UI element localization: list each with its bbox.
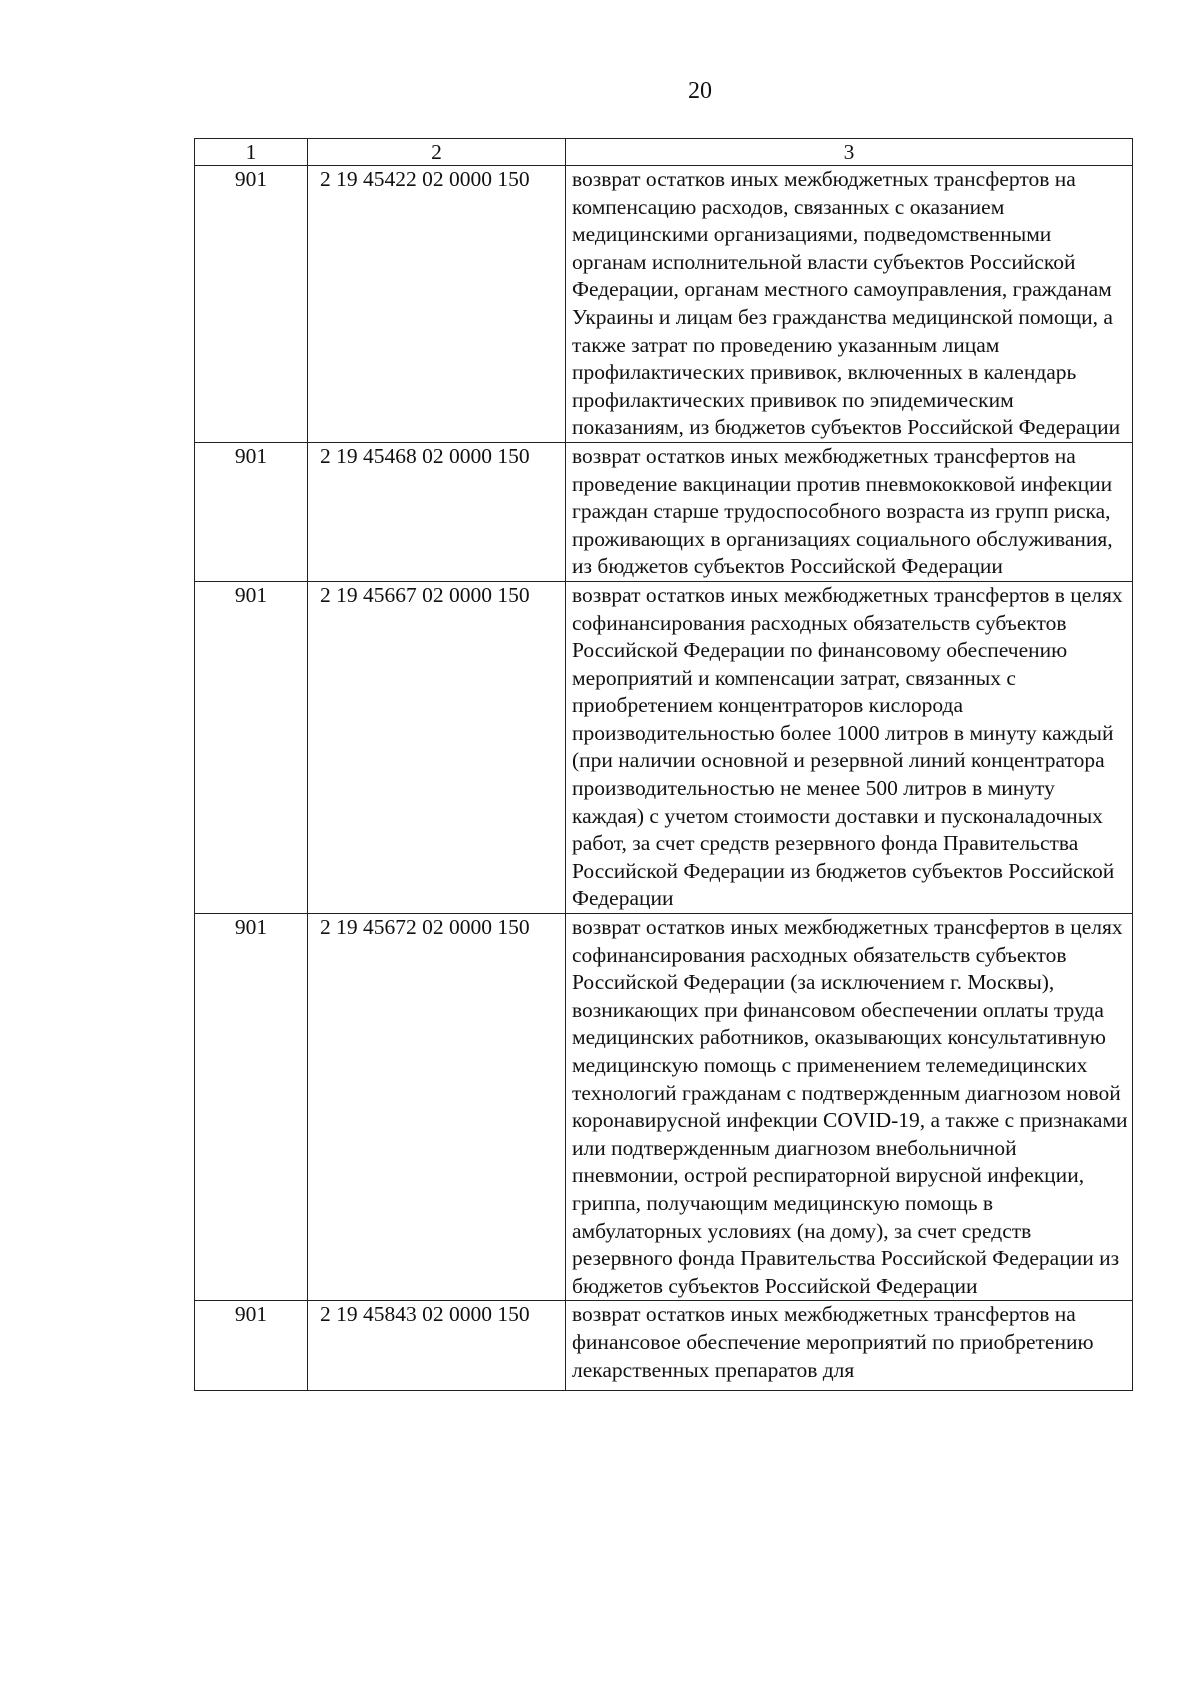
budget-code-cell: 2 19 45468 02 0000 150 (308, 442, 566, 581)
admin-code-cell: 901 (195, 442, 308, 581)
table-row (195, 581, 1133, 913)
table-row (195, 166, 1133, 443)
table-row (195, 914, 1133, 1301)
page-number: 20 (688, 78, 712, 104)
admin-code-cell: 901 (195, 914, 308, 1301)
column-header-3: 3 (566, 139, 1133, 166)
table-body (195, 166, 1133, 1391)
description-cell: возврат остатков иных межбюджетных трансфертов на компенсацию расходов, связанных с оказанием медицинскими организациями, подведомственными органам исполнительной власти субъектов Российской Федерации, органам местного самоуправления, гражданам Украины и лицам без гражданства медицинской помощи, а также затрат по проведению указанным лицам профилактических прививок, включенных в календарь профилактических прививок по эпидемическим показаниям, из бюджетов субъектов Российской Федерации (566, 166, 1133, 443)
column-header-1: 1 (195, 139, 308, 166)
budget-code-cell: 2 19 45667 02 0000 150 (308, 581, 566, 913)
admin-code-cell: 901 (195, 581, 308, 913)
admin-code-cell: 901 (195, 166, 308, 443)
budget-code-cell: 2 19 45422 02 0000 150 (308, 166, 566, 443)
column-header-2: 2 (308, 139, 566, 166)
description-cell: возврат остатков иных межбюджетных трансфертов в целях софинансирования расходных обязательств субъектов Российской Федерации по финансовому обеспечению мероприятий и компенсации затрат, связанных с приобретением концентраторов кислорода производительностью более 1000 литров в минуту каждый (при наличии основной и резервной линий концентратора производительностью не менее 500 литров в минуту каждая) с учетом стоимости доставки и пусконаладочных работ, за счет средств резервного фонда Правительства Российской Федерации из бюджетов субъектов Российской Федерации (566, 581, 1133, 913)
table-row (195, 1301, 1133, 1391)
table-row (195, 442, 1133, 581)
admin-code-cell: 901 (195, 1301, 308, 1391)
budget-code-cell: 2 19 45672 02 0000 150 (308, 914, 566, 1301)
budget-code-table (194, 138, 1133, 1391)
table-header (195, 139, 1133, 166)
budget-code-cell: 2 19 45843 02 0000 150 (308, 1301, 566, 1391)
table-header-row (195, 139, 1133, 166)
description-cell: возврат остатков иных межбюджетных трансфертов на финансовое обеспечение мероприятий по приобретению лекарственных препаратов для (566, 1301, 1133, 1391)
description-cell: возврат остатков иных межбюджетных трансфертов в целях софинансирования расходных обязательств субъектов Российской Федерации (за исключением г. Москвы), возникающих при финансовом обеспечении оплаты труда медицинских работников, оказывающих консультативную медицинскую помощь с применением телемедицинских технологий гражданам с подтвержденным диагнозом новой коронавирусной инфекции COVID-19, а также с признаками или подтвержденным диагнозом внебольничной пневмонии, острой респираторной вирусной инфекции, гриппа, получающим медицинскую помощь в амбулаторных условиях (на дому), за счет средств резервного фонда Правительства Российской Федерации из бюджетов субъектов Российской Федерации (566, 914, 1133, 1301)
description-cell: возврат остатков иных межбюджетных трансфертов на проведение вакцинации против пневмококковой инфекции граждан старше трудоспособного возраста из групп риска, проживающих в организациях социального обслуживания, из бюджетов субъектов Российской Федерации (566, 442, 1133, 581)
